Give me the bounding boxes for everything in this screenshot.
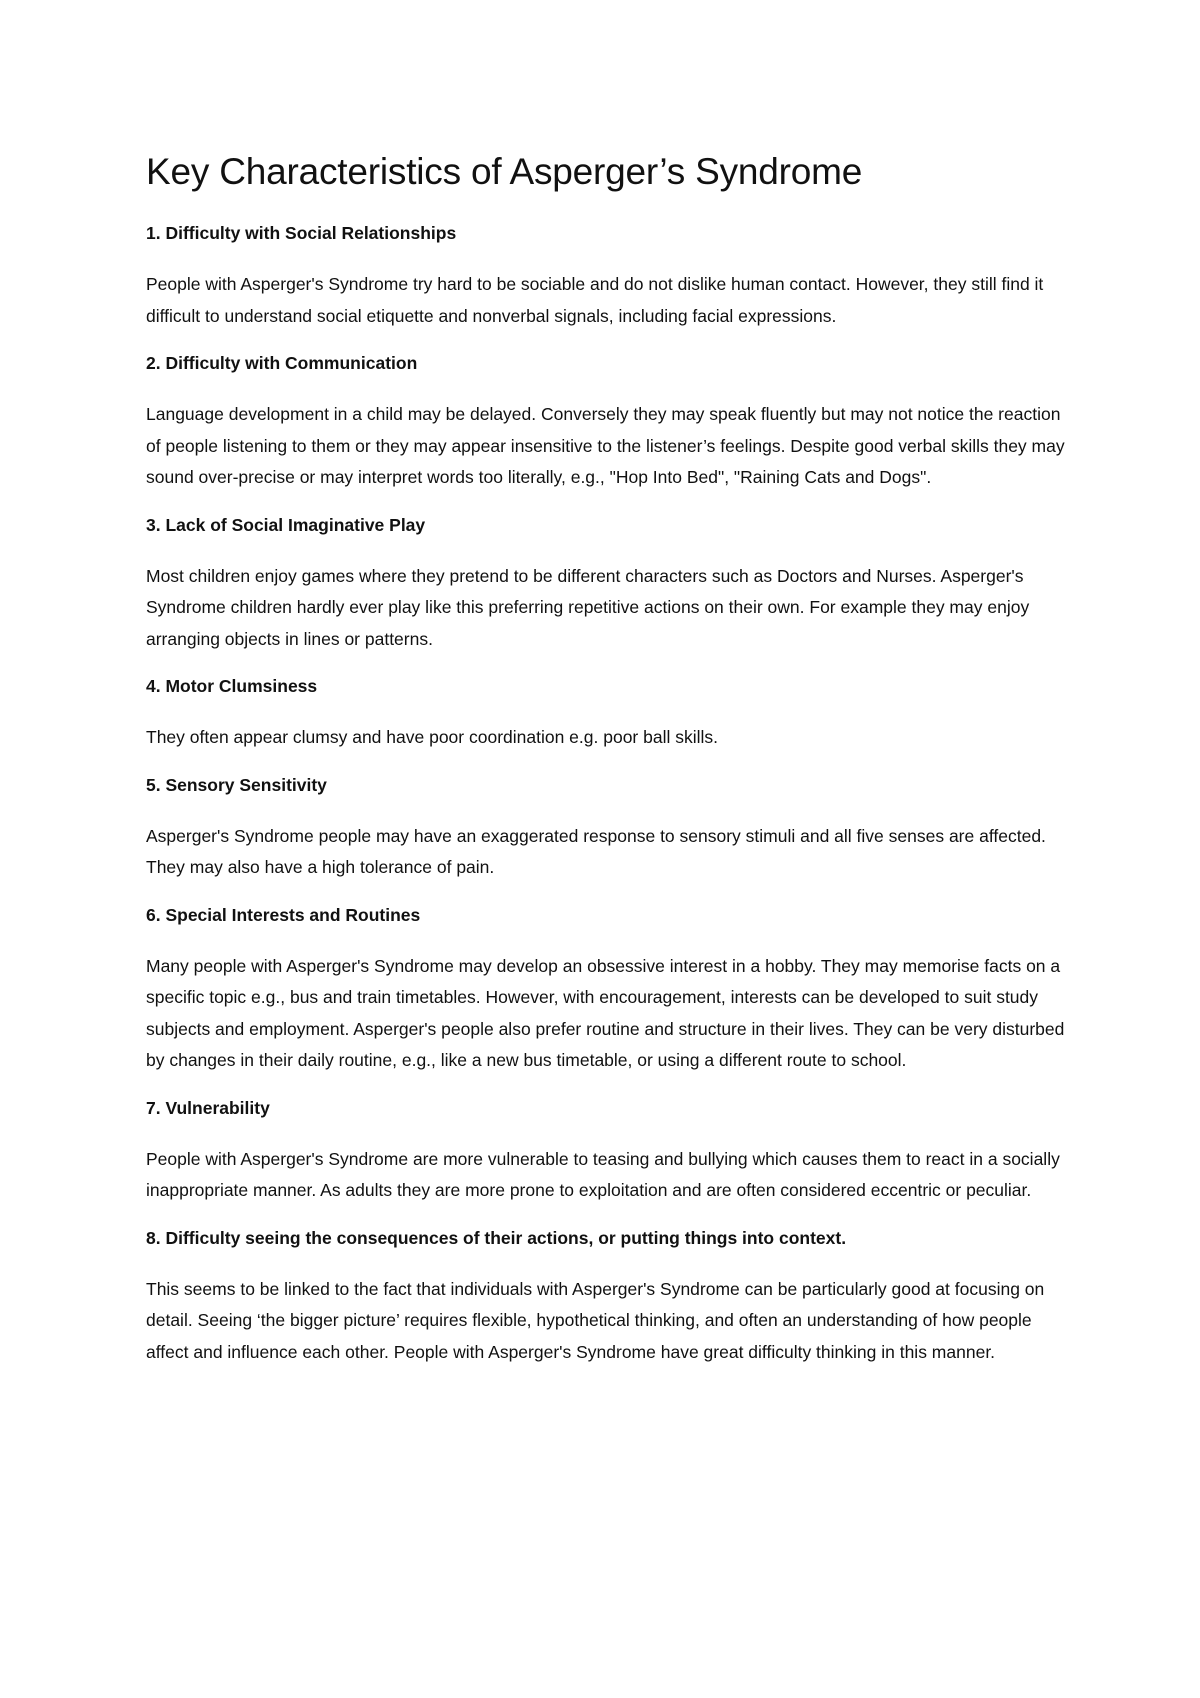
section-sensory-sensitivity [146, 774, 1066, 884]
section-motor-clumsiness [146, 675, 1066, 754]
section-body: People with Asperger's Syndrome are more vulnerable to teasing and bullying which causes them to react in a socially inappropriate manner. As adults they are more prone to exploitation and are often considered eccentric or peculiar. [146, 1148, 1060, 1201]
section-body: Most children enjoy games where they pretend to be different characters such as Doctors and Nurses. Asperger's Syndrome children hardly ever play like this preferring repetitive actions on their own. For example they may enjoy arranging objects in lines or patterns. [146, 565, 1030, 649]
document-title: Key Characteristics of Asperger’s Syndrome [146, 151, 863, 192]
section-body: This seems to be linked to the fact that individuals with Asperger's Syndrome can be particularly good at focusing on detail. Seeing ‘the bigger picture’ requires flexible, hypothetical thinking, and often an understanding of how people affect and influence each other. People with Asperger's Syndrome have great difficulty thinking in this manner. [146, 1278, 1045, 1362]
section-heading: 5. Sensory Sensitivity [146, 774, 327, 795]
section-special-interests [146, 904, 1066, 1077]
section-communication [146, 352, 1066, 494]
document-content [146, 150, 1066, 1388]
section-consequences [146, 1227, 1066, 1369]
section-social-relationships [146, 222, 1066, 332]
section-body: Many people with Asperger's Syndrome may develop an obsessive interest in a hobby. They may memorise facts on a specific topic e.g., bus and train timetables. However, with encouragement, interests can be developed to suit study subjects and employment. Asperger's people also prefer routine and structure in their lives. They can be very disturbed by changes in their daily routine, e.g., like a new bus timetable, or using a different route to school. [146, 955, 1065, 1071]
section-vulnerability [146, 1097, 1066, 1207]
section-heading: 4. Motor Clumsiness [146, 676, 318, 697]
section-heading: 8. Difficulty seeing the consequences of their actions, or putting things into context. [146, 1227, 847, 1248]
section-heading: 2. Difficulty with Communication [146, 353, 418, 374]
section-heading: 1. Difficulty with Social Relationships [146, 223, 457, 244]
section-body: Asperger's Syndrome people may have an exaggerated response to sensory stimuli and all five senses are affected. They may also have a high tolerance of pain. [146, 825, 1046, 878]
section-heading: 7. Vulnerability [146, 1097, 270, 1118]
section-imaginative-play [146, 514, 1066, 656]
section-body: People with Asperger's Syndrome try hard to be sociable and do not dislike human contact. However, they still find it difficult to understand social etiquette and nonverbal signals, including facial expressions. [146, 274, 1044, 326]
section-heading: 3. Lack of Social Imaginative Play [146, 514, 426, 535]
section-body: Language development in a child may be delayed. Conversely they may speak fluently but may not notice the reaction of people listening to them or they may appear insensitive to the listener’s feelings. Despite good verbal skills they may sound over-precise or may interpret words too literally, e.g., "Hop Into Bed", "Raining Cats and Dogs". [146, 404, 1065, 488]
section-heading: 6. Special Interests and Routines [146, 904, 421, 925]
section-body: They often appear clumsy and have poor coordination e.g. poor ball skills. [146, 727, 718, 748]
